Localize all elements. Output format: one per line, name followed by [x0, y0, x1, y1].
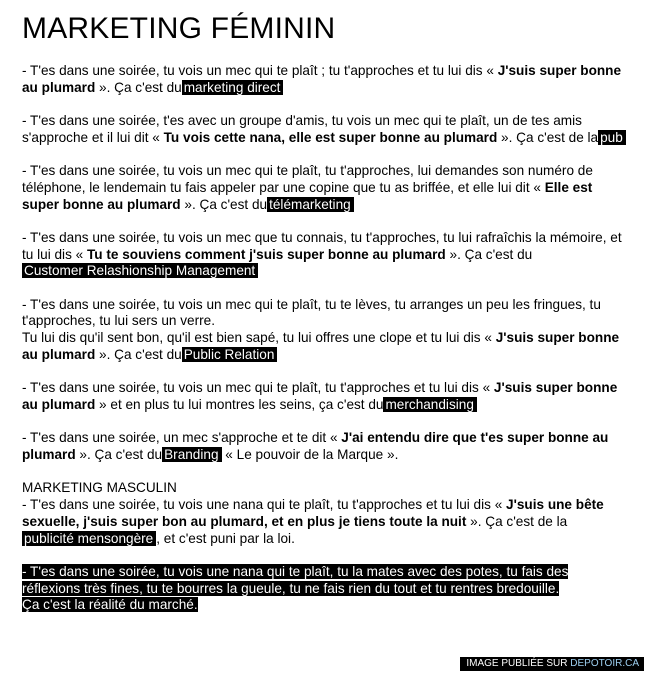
text: Tu lui dis qu'il sent bon, qu'il est bien sapé, tu lui offres une clope et tu lui dis « [22, 330, 496, 346]
quote: J'suis une bête sexuelle, j'suis super bon au plumard, et en plus je tiens toute la nuit [22, 497, 604, 529]
paragraph-marketing-direct [22, 63, 630, 96]
quote: J'suis super bonne au plumard [22, 63, 622, 95]
text: ». Ça c'est du [445, 246, 533, 262]
text: ». Ça c'est de la [466, 513, 568, 529]
highlight-term: Branding [162, 447, 221, 462]
section-heading: MARKETING MASCULIN [22, 480, 177, 496]
credit-label: IMAGE PUBLIÉE SUR [466, 658, 571, 669]
paragraph-branding [22, 430, 630, 463]
text: - T'es dans une soirée, tu vois un mec qui te plaît, tu t'approches, lui demandes son numéro de téléphone, le lendemain tu fais appeler par une copine que tu as briffée, et elle lui dit « [22, 163, 593, 195]
quote: Tu vois cette nana, elle est super bonne au plumard [163, 129, 498, 145]
text: ». Ça c'est du [75, 447, 163, 463]
quote: J'suis super bonne au plumard [22, 380, 618, 412]
text: » et en plus tu lui montres les seins, ça c'est du [95, 396, 384, 412]
quote: Tu te souviens comment j'suis super bonne au plumard [86, 246, 446, 262]
credit-site: DEPOTOIR.CA [570, 658, 639, 669]
paragraph-realite [22, 564, 630, 614]
inverted-line: - T'es dans une soirée, tu vois une nana qui te plaît, tu la mates avec des potes, tu fais des [22, 563, 569, 579]
text: - T'es dans une soirée, un mec s'approche et te dit « [22, 430, 342, 446]
source-credit [460, 657, 644, 671]
paragraph-merchandising [22, 380, 630, 413]
text: - T'es dans une soirée, tu vois un mec que tu connais, tu t'approches, tu lui rafraîchis la mémoire, et tu lui dis « [22, 229, 622, 262]
text: - T'es dans une soirée, tu vois une nana qui te plaît, tu t'approches et tu lui dis « [22, 497, 507, 513]
highlight-term: Public Relation [182, 347, 278, 362]
paragraph-pub [22, 113, 630, 146]
text: , et c'est puni par la loi. [156, 530, 295, 546]
text: ». Ça c'est du [95, 346, 182, 362]
paragraph-telemarketing [22, 163, 630, 213]
text: - T'es dans une soirée, tu vois un mec qui te plaît, tu t'approches et tu lui dis « [22, 380, 494, 396]
text: ». Ça c'est de la [497, 129, 599, 145]
highlight-term: marketing direct [182, 80, 284, 95]
quote: J'ai entendu dire que t'es super bonne au plumard [22, 430, 609, 463]
inverted-line: réflexions très fines, tu te bourres la gueule, tu ne fais rien du tout et tu rentres bredouille. [22, 580, 560, 596]
text: ». Ça c'est du [180, 196, 268, 212]
quote: Elle est super bonne au plumard [22, 179, 593, 212]
text: - T'es dans une soirée, tu vois un mec qui te plaît ; tu t'approches et tu lui dis « [22, 63, 498, 78]
text: - T'es dans une soirée, t'es avec un groupe d'amis, tu vois un mec qui te plaît, un de tes amis s'approche et il lui dit « [22, 113, 582, 145]
inverted-line: Ça c'est la réalité du marché. [22, 597, 198, 613]
quote: J'suis super bonne au plumard [22, 330, 620, 362]
highlight-term: télémarketing [267, 197, 354, 212]
text: « Le pouvoir de la Marque ». [225, 447, 399, 463]
page-title: MARKETING FÉMININ [22, 12, 336, 45]
article-body [22, 63, 630, 631]
highlight-term: merchandising [383, 397, 476, 412]
paragraph-public-relation [22, 297, 630, 364]
highlight-term: publicité mensongère [22, 531, 156, 546]
text: - T'es dans une soirée, tu vois un mec qui te plaît, tu te lèves, tu arranges un peu les fringues, tu t'approches, tu lui sers un verre. [22, 296, 601, 329]
highlight-term: Customer Relashionship Management [22, 263, 258, 278]
paragraph-marketing-masculin [22, 480, 630, 547]
highlight-term: pub [598, 130, 626, 145]
text: ». Ça c'est du [95, 79, 182, 95]
paragraph-crm [22, 230, 630, 280]
